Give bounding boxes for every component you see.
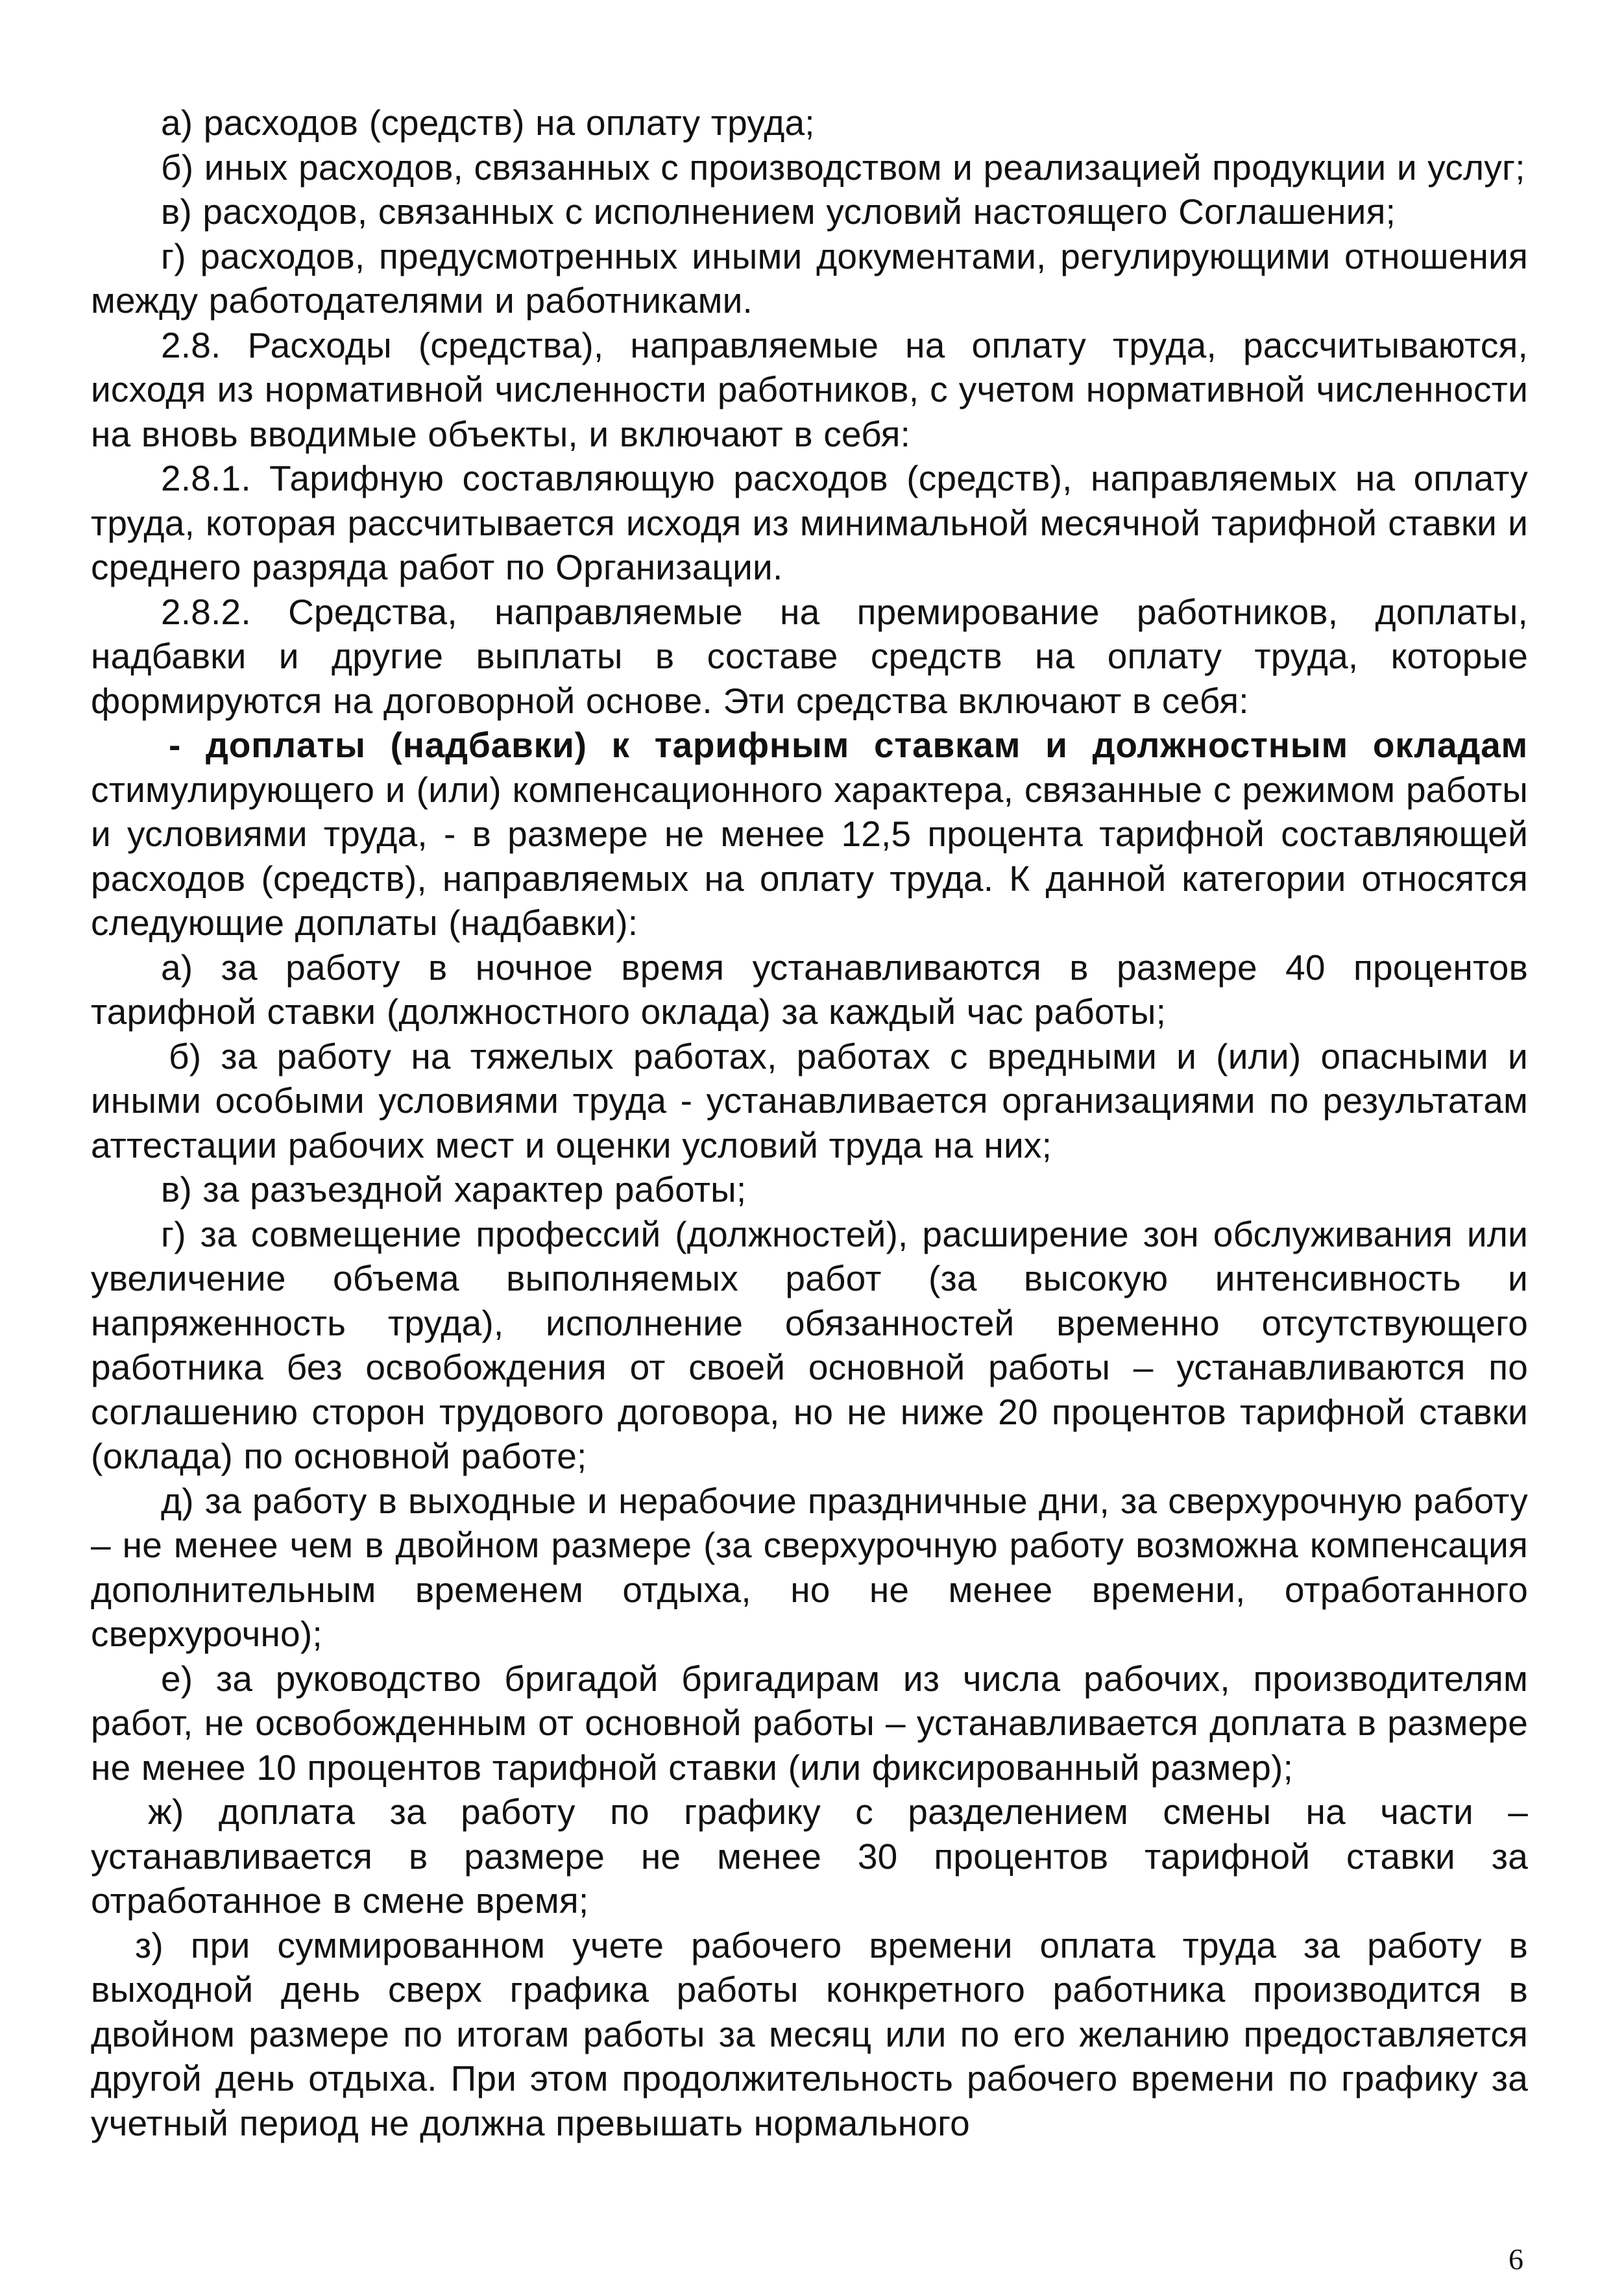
document-body bbox=[91, 101, 1528, 2145]
clause-2-8: 2.8. Расходы (средства), направляемые на оплату труда, рассчитываются, исходя из нормативной численности работников, с учетом нормативной численности на вновь вводимые объекты, и включают в себя: bbox=[91, 324, 1528, 454]
list-item-a-labor-costs: а) расходов (средств) на оплату труда; bbox=[161, 103, 815, 143]
list-item-z-summarized-accounting: з) при суммированном учете рабочего времени оплата труда за работу в выходной день сверх графика работы конкретного работника производится в двойном размере по итогам работы за месяц или по его желанию предоставляется другой день отдыха. При этом продолжительность рабочего времени по графику за учетный период не должна превышать нормального bbox=[91, 1925, 1528, 2143]
list-item-zh-split-shift: ж) доплата за работу по графику с разделением смены на части – устанавливается в размере не менее 30 процентов тарифной ставки за отработанное в смене время; bbox=[91, 1792, 1528, 1921]
list-item-a-night-work: а) за работу в ночное время устанавливаются в размере 40 процентов тарифной ставки (должностного оклада) за каждый час работы; bbox=[91, 947, 1528, 1032]
list-item-v-agreement-costs: в) расходов, связанных с исполнением условий настоящего Соглашения; bbox=[161, 191, 1396, 232]
page-number: 6 bbox=[1509, 2243, 1523, 2276]
list-item-g-combined-duties: г) за совмещение профессий (должностей), расширение зон обслуживания или увеличение объема выполняемых работ (за высокую интенсивность и напряженность труда), исполнение обязанностей временно отсутствующего работника без освобождения от своей основной работы – устанавливаются по соглашению сторон трудового договора, но не ниже 20 процентов тарифной ставки (оклада) по основной работе; bbox=[91, 1213, 1528, 1476]
clause-2-8-2: 2.8.2. Средства, направляемые на премирование работников, доплаты, надбавки и другие выплаты в составе средств на оплату труда, которые формируются на договорной основе. Эти средства включают в себя: bbox=[91, 591, 1528, 721]
allowances-paragraph bbox=[91, 723, 1528, 945]
allowances-bold-lead: - доплаты (надбавки) к тарифным ставкам и должностным окладам bbox=[169, 725, 1528, 765]
allowances-text: стимулирующего и (или) компенсационного характера, связанные с режимом работы и условиями труда, - в размере не менее 12,5 процента тарифной составляющей расходов (средств), направляемых на оплату труда. К данной категории относятся следующие доплаты (надбавки): bbox=[91, 769, 1528, 943]
list-item-v-travel-work: в) за разъездной характер работы; bbox=[161, 1169, 747, 1210]
list-item-b-hazardous-work: б) за работу на тяжелых работах, работах с вредными и (или) опасными и иными особыми условиями труда - устанавливается организациями по результатам аттестации рабочих мест и оценки условий труда на них; bbox=[91, 1036, 1528, 1165]
list-item-e-brigade-leadership: е) за руководство бригадой бригадирам из числа рабочих, производителям работ, не освобожденным от основной работы – устанавливается доплата в размере не менее 10 процентов тарифной ставки (или фиксированный размер); bbox=[91, 1658, 1528, 1788]
clause-2-8-1: 2.8.1. Тарифную составляющую расходов (средств), направляемых на оплату труда, которая рассчитывается исходя из минимальной месячной тарифной ставки и среднего разряда работ по Организации. bbox=[91, 458, 1528, 587]
list-item-g-other-documents: г) расходов, предусмотренных иными документами, регулирующими отношения между работодателями и работниками. bbox=[91, 236, 1528, 321]
list-item-d-weekend-work: д) за работу в выходные и нерабочие праздничные дни, за сверхурочную работу – не менее чем в двойном размере (за сверхурочную работу возможна компенсация дополнительным временем отдыха, но не менее времени, отработанного сверхурочно); bbox=[91, 1480, 1528, 1654]
list-item-b-other-costs: б) иных расходов, связанных с производством и реализацией продукции и услуг; bbox=[161, 147, 1525, 188]
